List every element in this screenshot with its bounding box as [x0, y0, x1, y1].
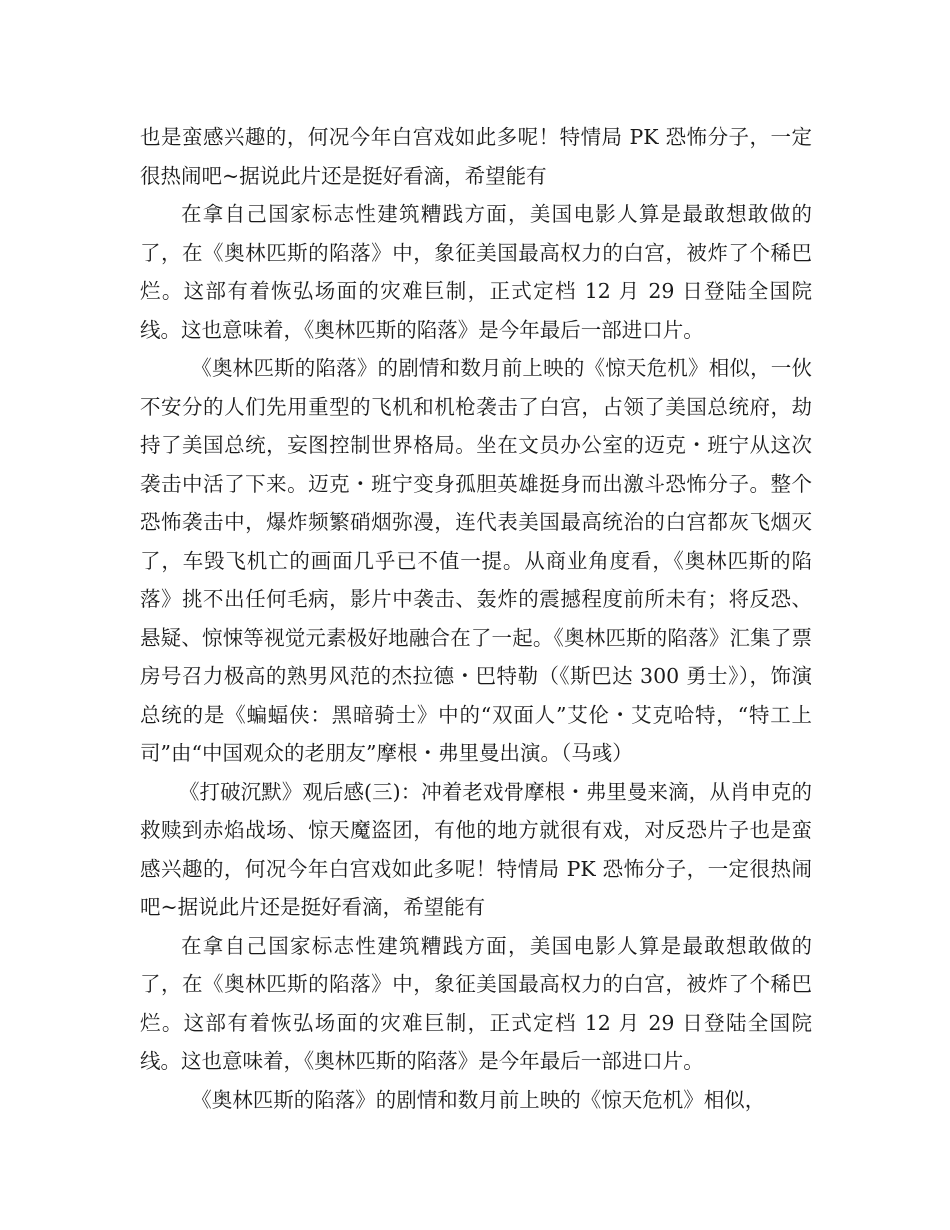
paragraph-4: 《打破沉默》观后感(三)：冲着老戏骨摩根・弗里曼来滴，从肖申克的救赎到赤焰战场、惊天魔盗团，有他的地方就很有戏，对反恐片子也是蛮感兴趣的，何况今年白宫戏如此多呢！特情局 PK 恐怖分子，一定很热闹吧~据说此片还是挺好看滴，希望能有 — [140, 779, 812, 919]
article-body — [140, 118, 812, 1119]
paragraph-2: 在拿自己国家标志性建筑糟践方面，美国电影人算是最敢想敢做的了，在《奥林匹斯的陷落》中，象征美国最高权力的白宫，被炸了个稀巴烂。这部有着恢弘场面的灾难巨制，正式定档 12 月 29 日登陆全国院线。这也意味着，《奥林匹斯的陷落》是今年最后一部进口片。 — [140, 202, 812, 342]
paragraph-6: 《奥林匹斯的陷落》的剧情和数月前上映的《惊天危机》相似， — [191, 1087, 766, 1112]
paragraph-5: 在拿自己国家标志性建筑糟践方面，美国电影人算是最敢想敢做的了，在《奥林匹斯的陷落》中，象征美国最高权力的白宫，被炸了个稀巴烂。这部有着恢弘场面的灾难巨制，正式定档 12 月 29 日登陆全国院线。这也意味着，《奥林匹斯的陷落》是今年最后一部进口片。 — [140, 933, 812, 1073]
paragraph-3: 《奥林匹斯的陷落》的剧情和数月前上映的《惊天危机》相似，一伙不安分的人们先用重型的飞机和机枪袭击了白宫，占领了美国总统府，劫持了美国总统，妄图控制世界格局。坐在文员办公室的迈克・班宁从这次袭击中活了下来。迈克・班宁变身孤胆英雄挺身而出激斗恐怖分子。整个恐怖袭击中，爆炸频繁硝烟弥漫，连代表美国最高统治的白宫都灰飞烟灭了，车毁飞机亡的画面几乎已不值一提。从商业角度看，《奥林匹斯的陷落》挑不出任何毛病，影片中袭击、轰炸的震撼程度前所未有；将反恐、悬疑、惊悚等视觉元素极好地融合在了一起。《奥林匹斯的陷落》汇集了票房号召力极高的熟男风范的杰拉德・巴特勒（《斯巴达 300 勇士》），饰演总统的是《蝙蝠侠：黑暗骑士》中的“双面人”艾伦・艾克哈特，“特工上司”由“中国观众的老朋友”摩根・弗里曼出演。（马彧） — [140, 356, 812, 765]
paragraph-1: 也是蛮感兴趣的，何况今年白宫戏如此多呢！特情局 PK 恐怖分子，一定很热闹吧~据说此片还是挺好看滴，希望能有 — [140, 125, 812, 188]
